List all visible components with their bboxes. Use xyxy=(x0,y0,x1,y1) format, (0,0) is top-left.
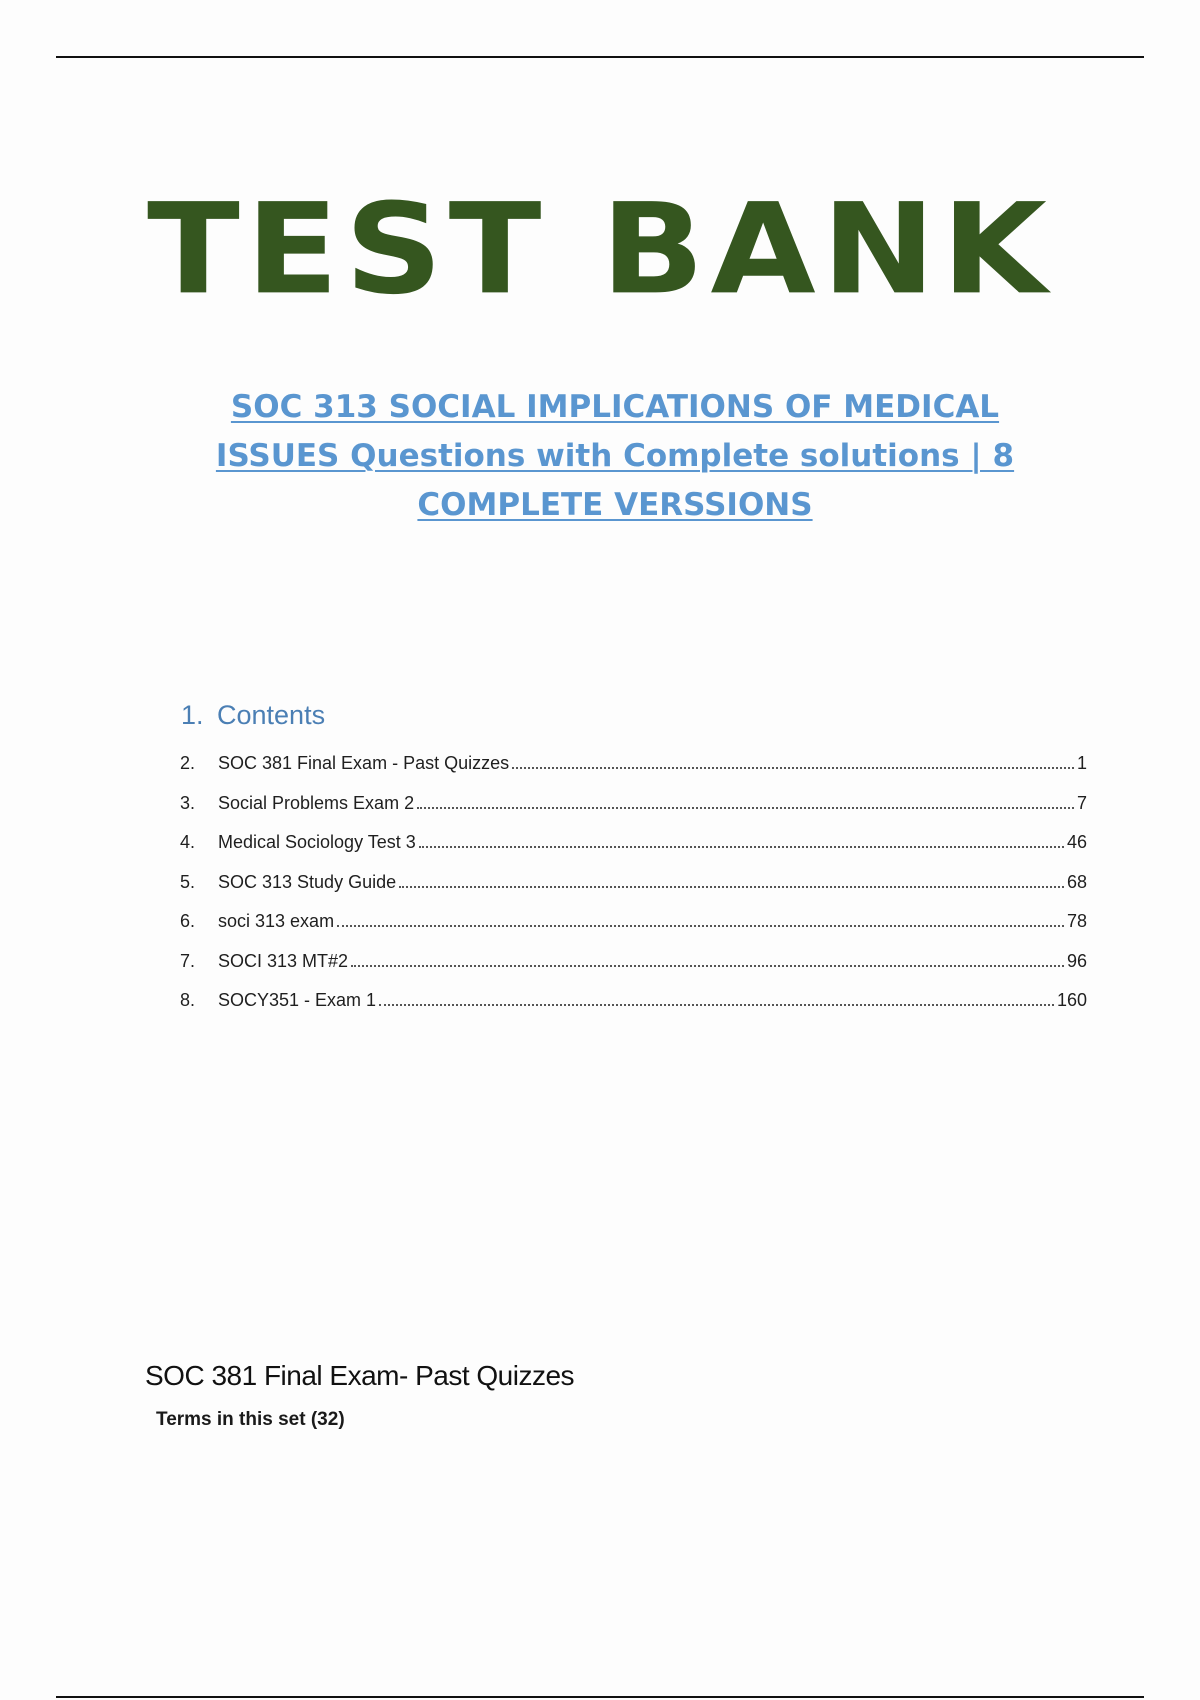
toc-heading-label: Contents xyxy=(217,700,326,730)
toc-entry-number: 4. xyxy=(180,832,196,852)
toc-entry-label: soci 313 exam xyxy=(218,911,335,931)
toc-heading xyxy=(181,700,1087,744)
toc-entry-number: 3. xyxy=(180,792,196,813)
toc-dot-leader xyxy=(399,886,1064,888)
toc-entry[interactable] xyxy=(180,902,1087,942)
toc-entry-label: Social Problems Exam 2 xyxy=(218,792,415,813)
toc-entry-number: 5. xyxy=(180,871,196,892)
toc-heading-number: 1. xyxy=(181,700,204,730)
toc-entry[interactable] xyxy=(180,744,1087,784)
toc-entry[interactable] xyxy=(180,942,1087,982)
toc-entry-page: 68 xyxy=(1066,871,1087,892)
toc-entry-label: SOC 381 Final Exam - Past Quizzes xyxy=(218,753,510,773)
toc-entry[interactable] xyxy=(180,784,1087,824)
toc-dot-leader xyxy=(379,1004,1054,1006)
toc-entry-number: 6. xyxy=(180,911,196,931)
toc-entry-page: 7 xyxy=(1076,792,1087,813)
toc-entry-number: 7. xyxy=(180,950,196,971)
toc-entry-page: 78 xyxy=(1066,911,1087,931)
toc-entry-number: 8. xyxy=(180,990,196,1010)
toc-entry-label: SOC 313 Study Guide xyxy=(218,871,397,892)
toc-entry-label: Medical Sociology Test 3 xyxy=(218,832,416,852)
test-bank-banner: TEST BANK xyxy=(147,177,1053,323)
toc-entry-page: 96 xyxy=(1066,950,1087,971)
section-heading: SOC 381 Final Exam- Past Quizzes xyxy=(145,1360,575,1391)
toc-entry-page: 160 xyxy=(1056,990,1087,1010)
toc-dot-leader xyxy=(512,767,1074,769)
table-of-contents xyxy=(180,700,1087,1021)
bottom-rule xyxy=(56,1696,1144,1698)
toc-entry[interactable] xyxy=(180,981,1087,1021)
toc-dot-leader xyxy=(351,965,1064,967)
toc-entry[interactable] xyxy=(180,863,1087,903)
toc-dot-leader xyxy=(419,846,1064,848)
toc-entry-label: SOCI 313 MT#2 xyxy=(218,950,349,971)
terms-count-label: Terms in this set (32) xyxy=(156,1409,345,1430)
toc-entry-number: 2. xyxy=(180,753,196,773)
toc-entry-label: SOCY351 - Exam 1 xyxy=(218,990,377,1010)
toc-dot-leader xyxy=(337,925,1064,927)
top-rule xyxy=(56,56,1144,58)
toc-entry-page: 1 xyxy=(1076,753,1087,773)
document-title-link[interactable]: SOC 313 SOCIAL IMPLICATIONS OF MEDICAL ISSUES Questions with Complete solutions | 8 COMPLETE VERSSIONS xyxy=(215,389,1015,523)
toc-dot-leader xyxy=(417,807,1074,809)
toc-entry-page: 46 xyxy=(1066,832,1087,852)
toc-entry[interactable] xyxy=(180,823,1087,863)
